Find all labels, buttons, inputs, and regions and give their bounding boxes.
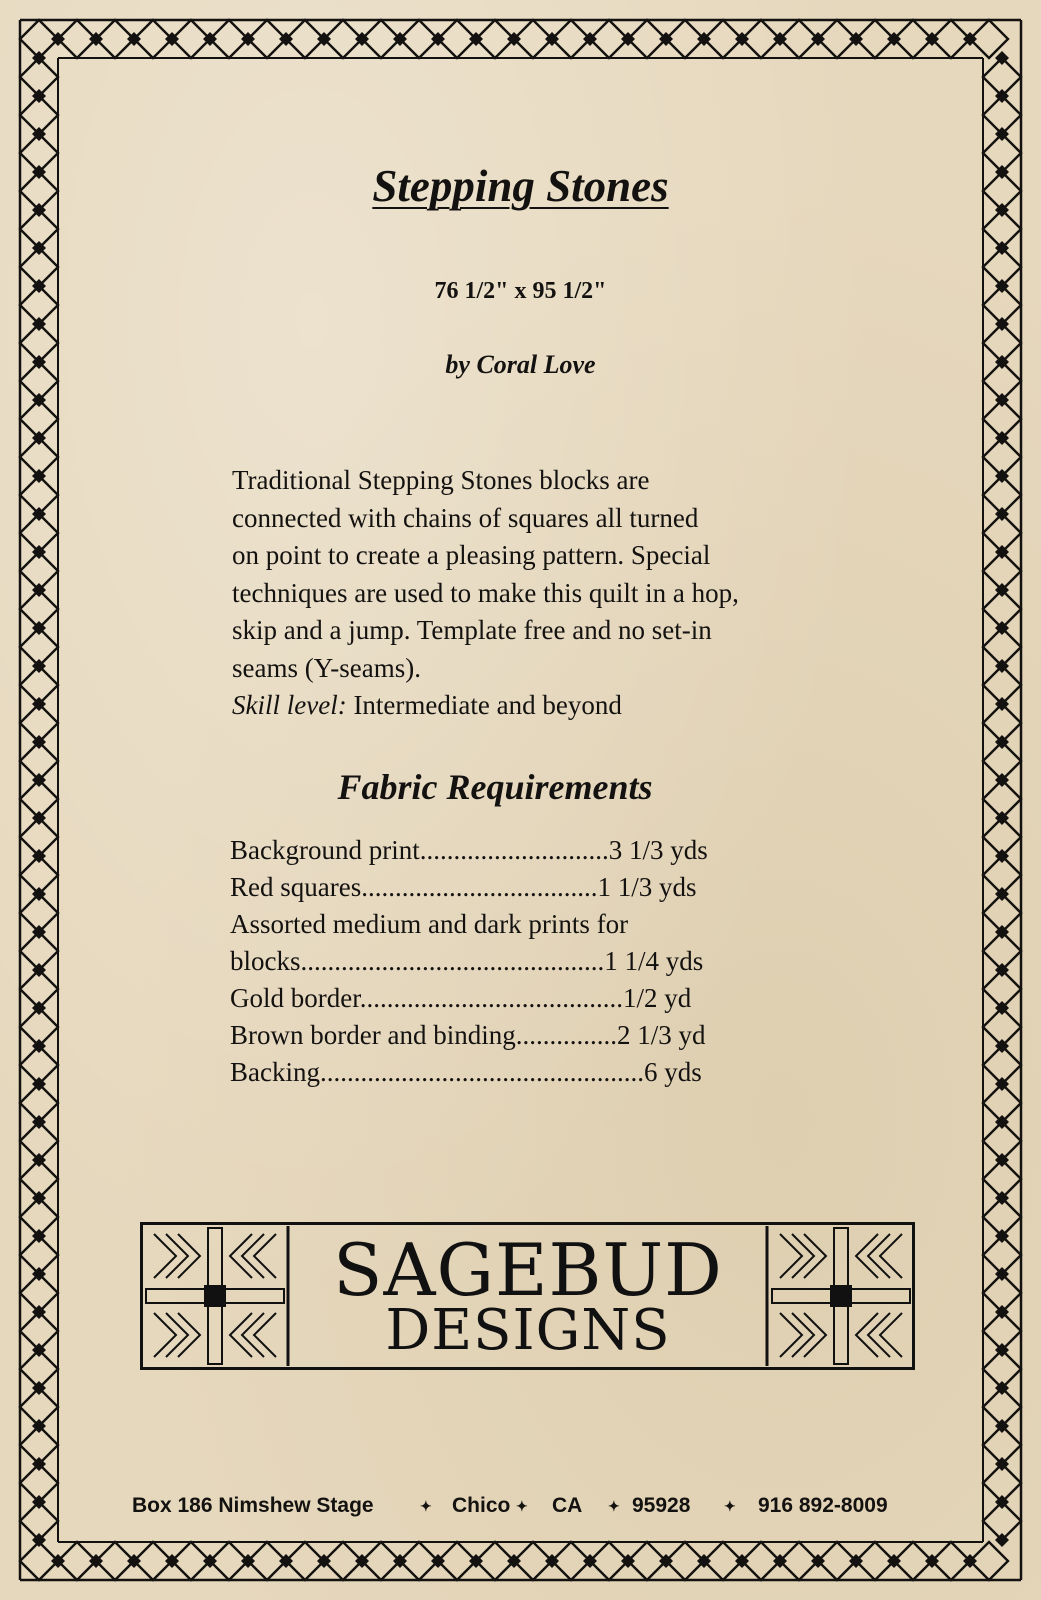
fabric-item-amount: 2 1/3 yd (616, 1020, 706, 1050)
fabric-item (230, 983, 691, 1014)
pattern-title: Stepping Stones (372, 161, 669, 211)
fabric-item (230, 872, 696, 903)
footer-zip: 95928 (632, 1494, 691, 1517)
pattern-description (232, 462, 852, 725)
description-line: Traditional Stepping Stones blocks are (232, 465, 650, 495)
fabric-item-name: Gold border (230, 983, 360, 1013)
leader-dots: ............................................. (300, 946, 605, 976)
footer-address: Box 186 Nimshew Stage (132, 1494, 374, 1517)
separator-icon: ✦ (608, 1498, 620, 1514)
author-credit: by Coral Love (445, 350, 596, 379)
description-line: skip and a jump. Template free and no set-in (232, 615, 712, 645)
quilt-dimensions: 76 1/2" x 95 1/2" (434, 278, 607, 304)
separator-icon: ✦ (724, 1498, 736, 1514)
fabric-item-name: blocks (230, 946, 301, 976)
fabric-item (230, 1020, 705, 1051)
description-line: techniques are used to make this quilt in a hop, (232, 577, 739, 608)
skill-level-label: Skill level: (232, 690, 347, 720)
leader-dots: ............... (515, 1020, 617, 1050)
quilt-block-icon (772, 1228, 910, 1364)
fabric-item-name: Background print (230, 835, 420, 865)
fabric-item (230, 909, 628, 940)
fabric-item-amount: 1 1/4 yds (604, 946, 704, 976)
fabric-item-amount: 6 yds (643, 1057, 702, 1087)
leader-dots: ................................................ (319, 1057, 644, 1087)
skill-level-value: Intermediate and beyond (353, 690, 622, 720)
fabric-item-amount: 1/2 yd (622, 983, 692, 1013)
fabric-item-name: Backing (230, 1057, 320, 1087)
footer-state: CA (552, 1494, 583, 1517)
leader-dots: ....................................... (359, 983, 623, 1013)
leader-dots: ............................ (419, 835, 609, 865)
quilt-block-icon (146, 1228, 284, 1364)
fabric-item (230, 946, 703, 977)
fabric-item-name: Assorted medium and dark prints for (230, 909, 629, 939)
skill-level (232, 687, 852, 725)
fabric-item-name: Red squares (230, 872, 362, 902)
fabric-item-name: Brown border and binding (230, 1020, 516, 1050)
fabric-requirements-heading: Fabric Requirements (337, 767, 653, 807)
footer-phone: 916 892-8009 (758, 1494, 888, 1517)
description-line: seams (Y-seams). (232, 652, 421, 683)
logo-wordmark-designs: DESIGNS (385, 1298, 671, 1363)
logo-wordmark-sagebud: SAGEBUD (333, 1228, 723, 1312)
footer-city: Chico (452, 1494, 511, 1517)
description-line: on point to create a pleasing pattern. Special (232, 540, 711, 570)
fabric-item-amount: 3 1/3 yds (608, 835, 708, 865)
fabric-item (230, 835, 708, 866)
description-line: connected with chains of squares all turned (232, 502, 699, 533)
fabric-item (230, 1057, 702, 1088)
fabric-item-amount: 1 1/3 yds (597, 872, 697, 902)
separator-icon: ✦ (516, 1498, 528, 1514)
leader-dots: ................................... (361, 872, 598, 902)
separator-icon: ✦ (420, 1498, 432, 1514)
